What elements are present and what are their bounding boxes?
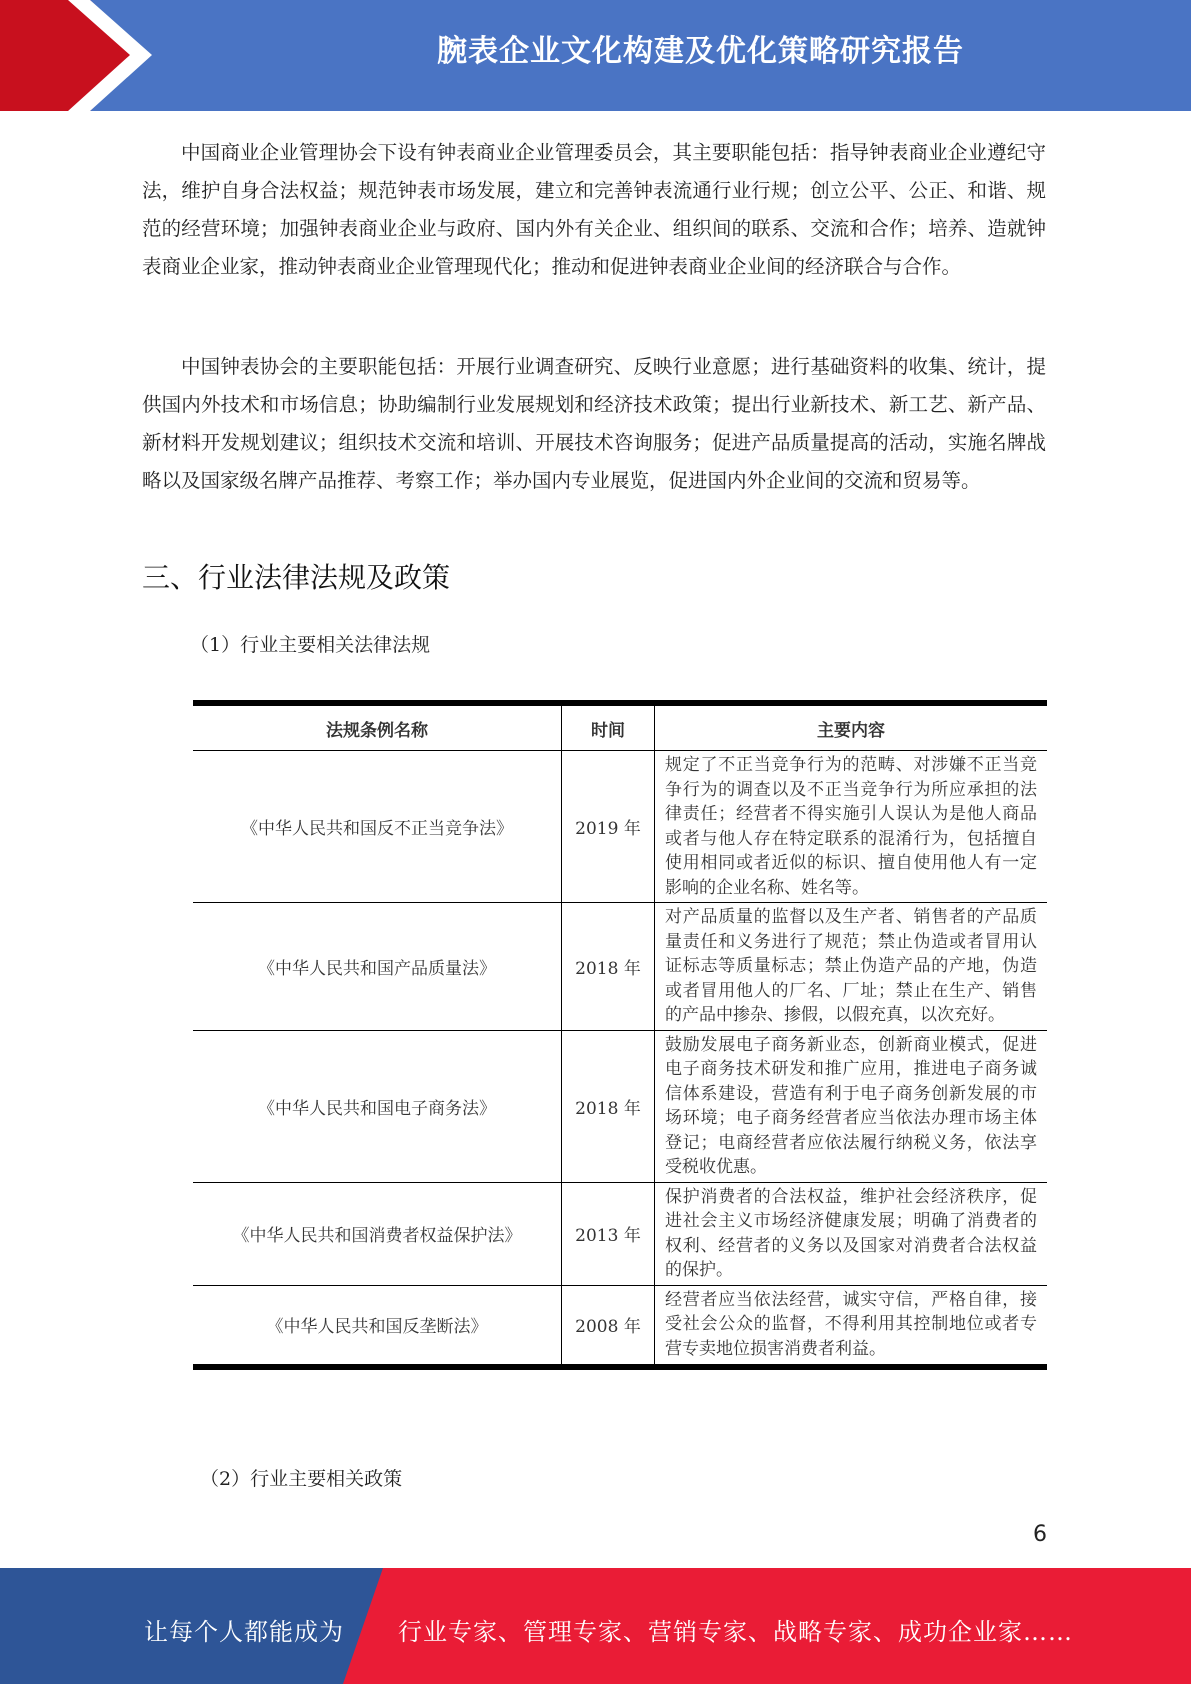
subsection-policy-title: （2）行业主要相关政策 bbox=[200, 1468, 403, 1490]
subsection-laws-title: （1）行业主要相关法律法规 bbox=[190, 634, 431, 656]
table-row bbox=[193, 1030, 1047, 1182]
law-name-cell: 《中华人民共和国反垄断法》 bbox=[193, 1285, 562, 1367]
table-row bbox=[193, 751, 1047, 903]
law-content-cell: 对产品质量的监督以及生产者、销售者的产品质量责任和义务进行了规范；禁止伪造或者冒用认证标志等质量标志；禁止伪造产品的产地，伪造或者冒用他人的厂名、厂址；禁止在生产、销售的产品中掺杂、掺假，以假充真，以次充好。 bbox=[655, 903, 1048, 1031]
law-year-cell: 2018 年 bbox=[562, 903, 655, 1031]
report-title: 腕表企业文化构建及优化策略研究报告 bbox=[437, 34, 964, 69]
body-paragraph-1: 中国商业企业管理协会下设有钟表商业企业管理委员会，其主要职能包括：指导钟表商业企业遵纪守法，维护自身合法权益；规范钟表市场发展，建立和完善钟表流通行业行规；创立公平、公正、和谐、规范的经营环境；加强钟表商业企业与政府、国内外有关企业、组织间的联系、交流和合作；培养、造就钟表商业企业家，推动钟表商业企业管理现代化；推动和促进钟表商业企业间的经济联合与合作。 bbox=[142, 141, 1046, 278]
column-header-content: 主要内容 bbox=[655, 703, 1048, 751]
table-row bbox=[193, 1285, 1047, 1367]
section-title: 三、行业法律法规及政策 bbox=[142, 561, 451, 594]
footer-slogan-right: 行业专家、管理专家、营销专家、战略专家、成功企业家…… bbox=[398, 1618, 1073, 1646]
page-footer bbox=[0, 1568, 1191, 1684]
table-header-row bbox=[193, 703, 1047, 751]
laws-table bbox=[193, 700, 1047, 1370]
body-paragraph-2: 中国钟表协会的主要职能包括：开展行业调查研究、反映行业意愿；进行基础资料的收集、统计，提供国内外技术和市场信息；协助编制行业发展规划和经济技术政策；提出行业新技术、新工艺、新产品、新材料开发规划建议；组织技术交流和培训、开展技术咨询服务；促进产品质量提高的活动，实施名牌战略以及国家级名牌产品推荐、考察工作；举办国内专业展览，促进国内外企业间的交流和贸易等。 bbox=[142, 355, 1046, 492]
law-content-cell: 保护消费者的合法权益，维护社会经济秩序，促进社会主义市场经济健康发展；明确了消费者的权利、经营者的义务以及国家对消费者合法权益的保护。 bbox=[655, 1182, 1048, 1285]
column-header-year: 时间 bbox=[562, 703, 655, 751]
table-row bbox=[193, 903, 1047, 1031]
law-year-cell: 2008 年 bbox=[562, 1285, 655, 1367]
footer-slogan-left: 让每个人都能成为 bbox=[144, 1618, 344, 1646]
column-header-name: 法规条例名称 bbox=[193, 703, 562, 751]
law-content-cell: 规定了不正当竞争行为的范畴、对涉嫌不正当竞争行为的调查以及不正当竞争行为所应承担的法律责任；经营者不得实施引人误认为是他人商品或者与他人存在特定联系的混淆行为，包括擅自使用相同或者近似的标识、擅自使用他人有一定影响的企业名称、姓名等。 bbox=[655, 751, 1048, 903]
law-content-cell: 经营者应当依法经营，诚实守信，严格自律，接受社会公众的监督，不得利用其控制地位或者专营专卖地位损害消费者利益。 bbox=[655, 1285, 1048, 1367]
law-content-cell: 鼓励发展电子商务新业态，创新商业模式，促进电子商务技术研发和推广应用，推进电子商务诚信体系建设，营造有利于电子商务创新发展的市场环境；电子商务经营者应当依法办理市场主体登记；电商经营者应依法履行纳税义务，依法享受税收优惠。 bbox=[655, 1030, 1048, 1182]
page-header bbox=[0, 0, 1191, 111]
law-year-cell: 2019 年 bbox=[562, 751, 655, 903]
law-year-cell: 2018 年 bbox=[562, 1030, 655, 1182]
law-name-cell: 《中华人民共和国产品质量法》 bbox=[193, 903, 562, 1031]
law-name-cell: 《中华人民共和国电子商务法》 bbox=[193, 1030, 562, 1182]
header-red-arrow bbox=[0, 0, 150, 111]
body-paragraph-2-block bbox=[142, 348, 1046, 500]
page-number: 6 bbox=[1033, 1522, 1047, 1547]
table-row bbox=[193, 1182, 1047, 1285]
law-name-cell: 《中华人民共和国消费者权益保护法》 bbox=[193, 1182, 562, 1285]
body-paragraph-1-block bbox=[142, 134, 1046, 286]
law-name-cell: 《中华人民共和国反不正当竞争法》 bbox=[193, 751, 562, 903]
law-year-cell: 2013 年 bbox=[562, 1182, 655, 1285]
